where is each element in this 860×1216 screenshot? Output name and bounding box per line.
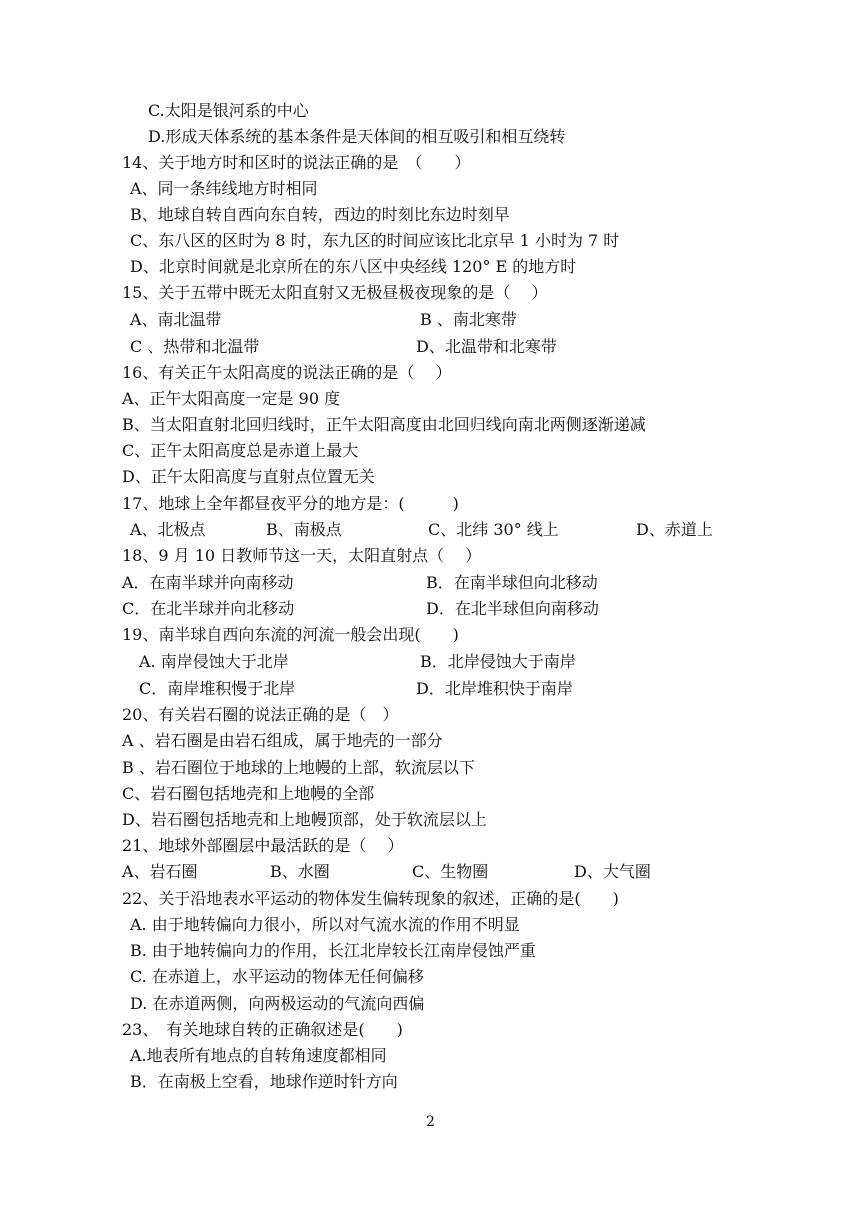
q19-option-b: B．北岸侵蚀大于南岸 [420, 652, 576, 671]
page-number: 2 [426, 1114, 435, 1130]
q16-option-d: D、正午太阳高度与直射点位置无关 [122, 467, 375, 486]
q22-option-c: C. 在赤道上，水平运动的物体无任何偏移 [130, 967, 424, 986]
q18-stem: 18、9 月 10 日教师节这一天，太阳直射点（ ） [122, 546, 482, 565]
q14-option-c: C、东八区的区时为 8 时，东九区的时间应该比北京早 1 小时为 7 时 [130, 231, 620, 250]
q19-option-c: C．南岸堆积慢于北岸 [139, 679, 296, 698]
q18-option-a: A．在南半球并向南移动 [122, 573, 294, 592]
q15-option-a: A、南北温带 [130, 310, 222, 329]
q17-option-a: A、北极点 [130, 520, 206, 539]
q23-option-b: B．在南极上空看，地球作逆时针方向 [130, 1072, 398, 1091]
q16-option-c: C、正午太阳高度总是赤道上最大 [122, 441, 359, 460]
q20-option-b: B 、岩石圈位于地球的上地幔的上部，软流层以下 [122, 758, 475, 777]
q19-stem: 19、南半球自西向东流的河流一般会出现( ) [122, 625, 459, 644]
q23-stem: 23、 有关地球自转的正确叙述是( ) [122, 1020, 403, 1039]
q21-option-d: D、大气圈 [574, 862, 651, 881]
q18-option-d: D．在北半球但向南移动 [426, 599, 599, 618]
q20-option-a: A 、岩石圈是由岩石组成，属于地壳的一部分 [122, 731, 443, 750]
q21-option-a: A、岩石圈 [122, 862, 198, 881]
q19-option-a: A. 南岸侵蚀大于北岸 [139, 652, 289, 671]
q15-option-d: D、北温带和北寒带 [416, 337, 557, 356]
q19-option-d: D．北岸堆积快于南岸 [416, 679, 573, 698]
q13-option-d: D.形成天体系统的基本条件是天体间的相互吸引和相互绕转 [148, 127, 566, 146]
q21-option-b: B、水圈 [270, 862, 330, 881]
q14-option-b: B、地球自转自西向东自转，西边的时刻比东边时刻早 [130, 205, 510, 224]
q17-option-c: C、北纬 30° 线上 [428, 520, 559, 539]
q22-option-d: D. 在赤道两侧，向两极运动的气流向西偏 [130, 994, 425, 1013]
q15-option-c: C 、热带和北温带 [130, 337, 260, 356]
q20-option-d: D、岩石圈包括地壳和上地幔顶部，处于软流层以上 [122, 810, 487, 829]
q13-option-c: C.太阳是银河系的中心 [148, 101, 309, 120]
q23-option-a: A.地表所有地点的自转角速度都相同 [130, 1046, 387, 1065]
q21-option-c: C、生物圈 [412, 862, 489, 881]
q20-option-c: C、岩石圈包括地壳和上地幔的全部 [122, 784, 375, 803]
q18-option-b: B．在南半球但向北移动 [426, 573, 598, 592]
q17-stem: 17、地球上全年都昼夜平分的地方是：( ) [122, 494, 459, 513]
q22-option-b: B. 由于地转偏向力的作用，长江北岸较长江南岸侵蚀严重 [130, 941, 536, 960]
q14-stem: 14、关于地方时和区时的说法正确的是 （ ） [122, 153, 471, 172]
q16-option-a: A、正午太阳高度一定是 90 度 [122, 389, 341, 408]
q16-stem: 16、有关正午太阳高度的说法正确的是（ ） [122, 363, 452, 382]
q22-stem: 22、关于沿地表水平运动的物体发生偏转现象的叙述，正确的是( ) [122, 889, 619, 908]
q17-option-b: B、南极点 [266, 520, 342, 539]
q15-option-b: B 、南北寒带 [420, 310, 517, 329]
q18-option-c: C．在北半球并向北移动 [122, 599, 295, 618]
q14-option-d: D、北京时间就是北京所在的东八区中央经线 120° E 的地方时 [130, 257, 577, 276]
q14-option-a: A、同一条纬线地方时相同 [130, 179, 318, 198]
q20-stem: 20、有关岩石圈的说法正确的是（ ） [122, 705, 399, 724]
q16-option-b: B、当太阳直射北回归线时，正午太阳高度由北回归线向南北两侧逐渐递减 [122, 415, 646, 434]
q17-option-d: D、赤道上 [636, 520, 713, 539]
q22-option-a: A. 由于地转偏向力很小，所以对气流水流的作用不明显 [130, 915, 520, 934]
q21-stem: 21、地球外部圈层中最活跃的是（ ） [122, 836, 404, 855]
q15-stem: 15、关于五带中既无太阳直射又无极昼极夜现象的是（ ） [122, 283, 548, 302]
